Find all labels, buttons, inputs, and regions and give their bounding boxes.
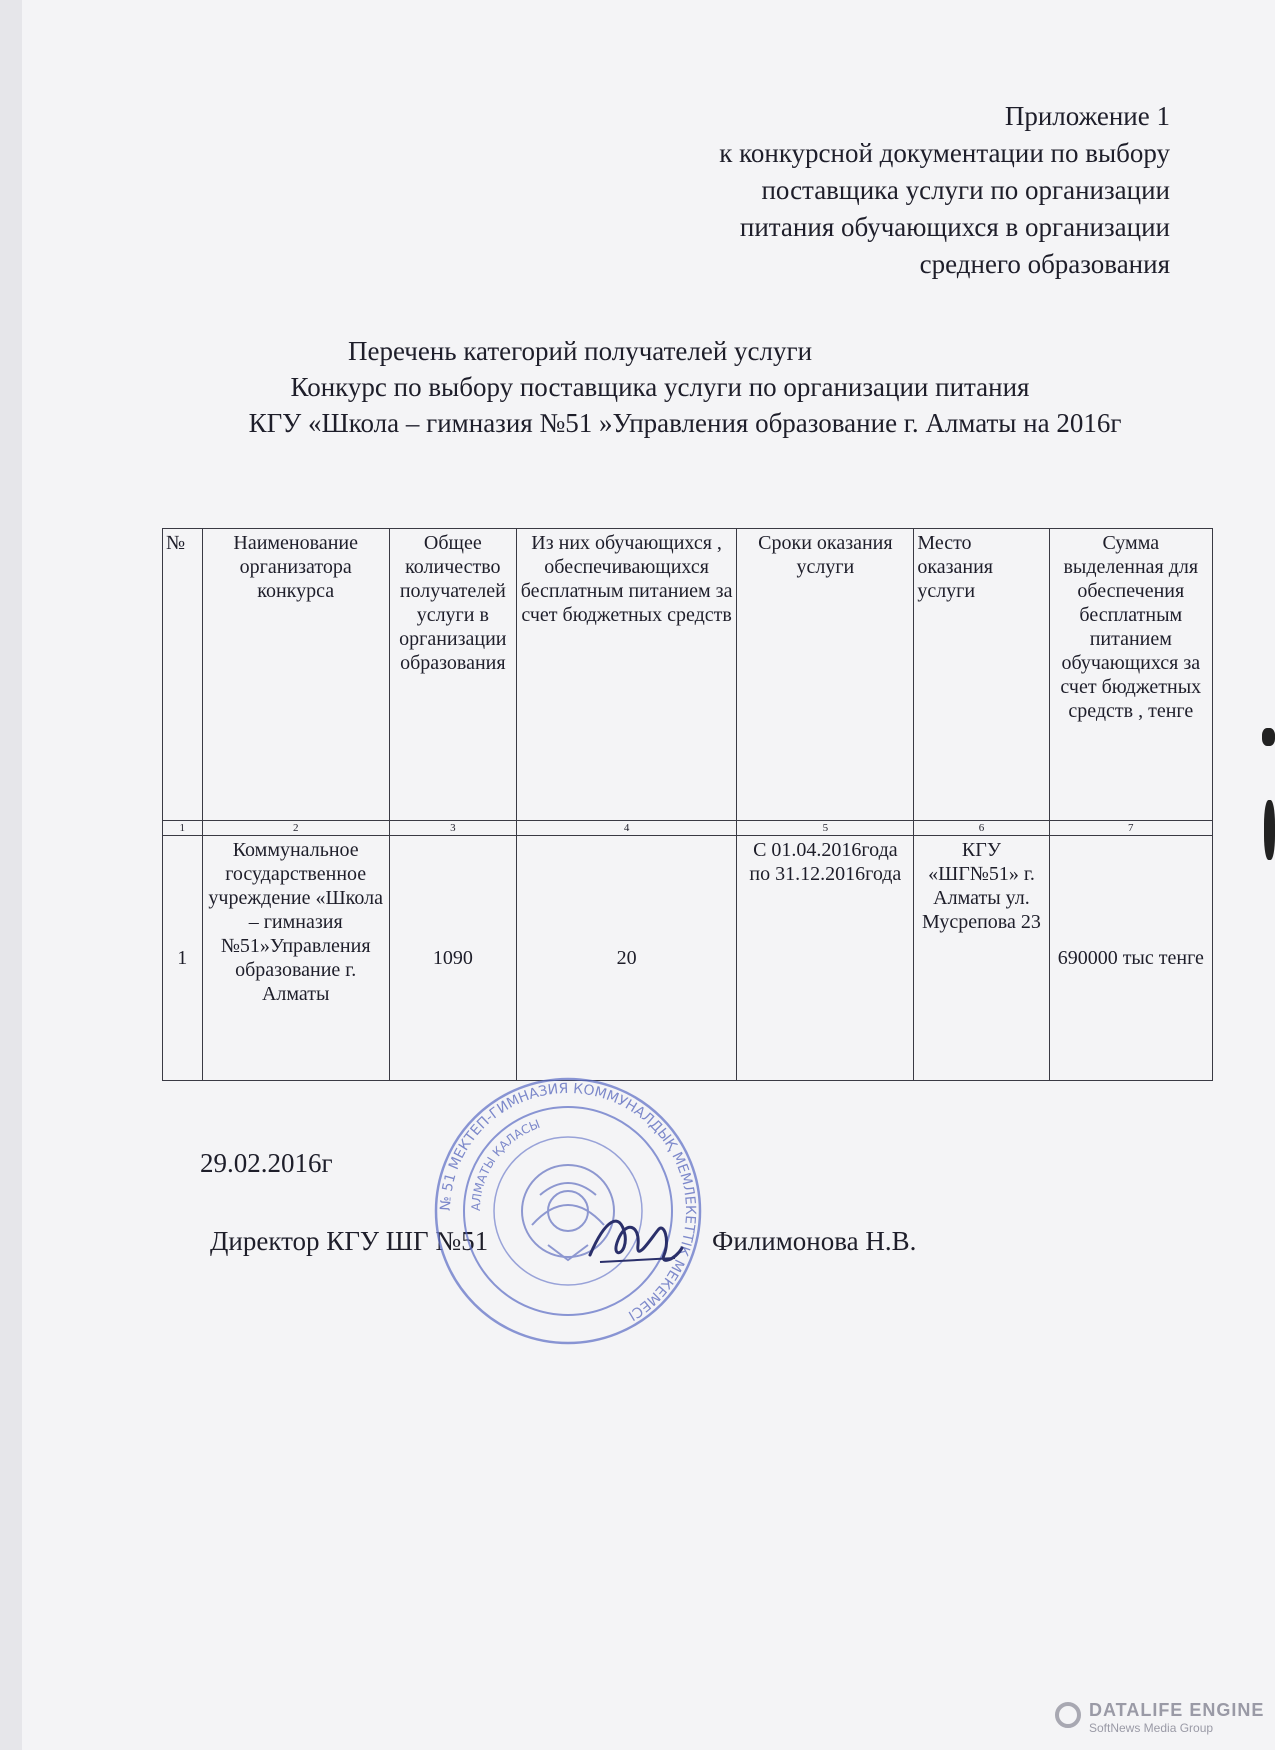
period-cell: С 01.04.2016года по 31.12.2016года [737, 836, 914, 1081]
appendix-line: питания обучающихся в организации [739, 212, 1170, 242]
column-number: 2 [202, 821, 389, 836]
column-number: 7 [1049, 821, 1212, 836]
place-cell: КГУ «ШГ№51» г. Алматы ул. Мусрепова 23 [914, 836, 1049, 1081]
column-number: 1 [163, 821, 203, 836]
header-cell: Общее количество получателей услуги в организации образования [389, 529, 516, 821]
seal-outer-text: № 51 МЕКТЕП-ГИМНАЗИЯ КОММУНАЛДЫҚ МЕМЛЕКЕТТІК МЕКЕМЕСІ [437, 1080, 699, 1324]
scan-mark [1262, 728, 1275, 746]
director-title: Директор КГУ ШГ №51 [210, 1226, 489, 1256]
scan-mark [1264, 800, 1275, 860]
director-signature [580, 1200, 690, 1280]
seal-inner-text: АЛМАТЫ ҚАЛАСЫ [468, 1116, 543, 1212]
header-cell: Сумма выделенная для обеспечения бесплатным питанием обучающихся за счет бюджетных средств , тенге [1049, 529, 1212, 821]
document-subtitle-school: КГУ «Школа – гимназия №51 »Управления образование г. Алматы на 2016г [248, 408, 1122, 438]
table-header-row [163, 529, 1213, 821]
header-cell: Из них обучающихся , обеспечивающихся бесплатным питанием за счет бюджетных средств [516, 529, 737, 821]
watermark-main: DATALIFE ENGINE [1089, 1700, 1265, 1720]
appendix-line: среднего образования [919, 249, 1170, 279]
document-title: Перечень категорий получателей услуги [347, 336, 813, 366]
appendix-line: поставщика услуги по организации [761, 175, 1170, 205]
header-cell: Место оказания услуги [914, 529, 1049, 821]
column-number: 5 [737, 821, 914, 836]
column-number: 4 [516, 821, 737, 836]
free-meals-cell: 20 [516, 836, 737, 1081]
amount-cell: 690000 тыс тенге [1049, 836, 1212, 1081]
header-cell: Сроки оказания услуги [737, 529, 914, 821]
row-number: 1 [163, 836, 203, 1081]
appendix-line: Приложение 1 [1004, 101, 1170, 131]
director-name: Филимонова Н.В. [712, 1226, 917, 1256]
appendix-line: к конкурсной документации по выбору [719, 138, 1170, 168]
organizer-cell: Коммунальное государственное учреждение «Школа – гимназия №51»Управления образование г. Алматы [202, 836, 389, 1081]
column-number-row [163, 821, 1213, 836]
watermark-sub: SoftNews Media Group [1089, 1721, 1214, 1735]
logo-ring-icon [1055, 1702, 1081, 1728]
total-recipients-cell: 1090 [389, 836, 516, 1081]
recipients-table [162, 528, 1213, 1081]
header-cell: Наименование организатора конкурса [202, 529, 389, 821]
appendix-block [470, 98, 1170, 283]
document-date: 29.02.2016г [200, 1148, 333, 1178]
column-number: 6 [914, 821, 1049, 836]
document-subtitle: Конкурс по выбору поставщика услуги по организации питания [290, 372, 1030, 402]
table-row [163, 836, 1213, 1081]
scan-edge [0, 0, 22, 1750]
column-number: 3 [389, 821, 516, 836]
header-cell: № [163, 529, 203, 821]
